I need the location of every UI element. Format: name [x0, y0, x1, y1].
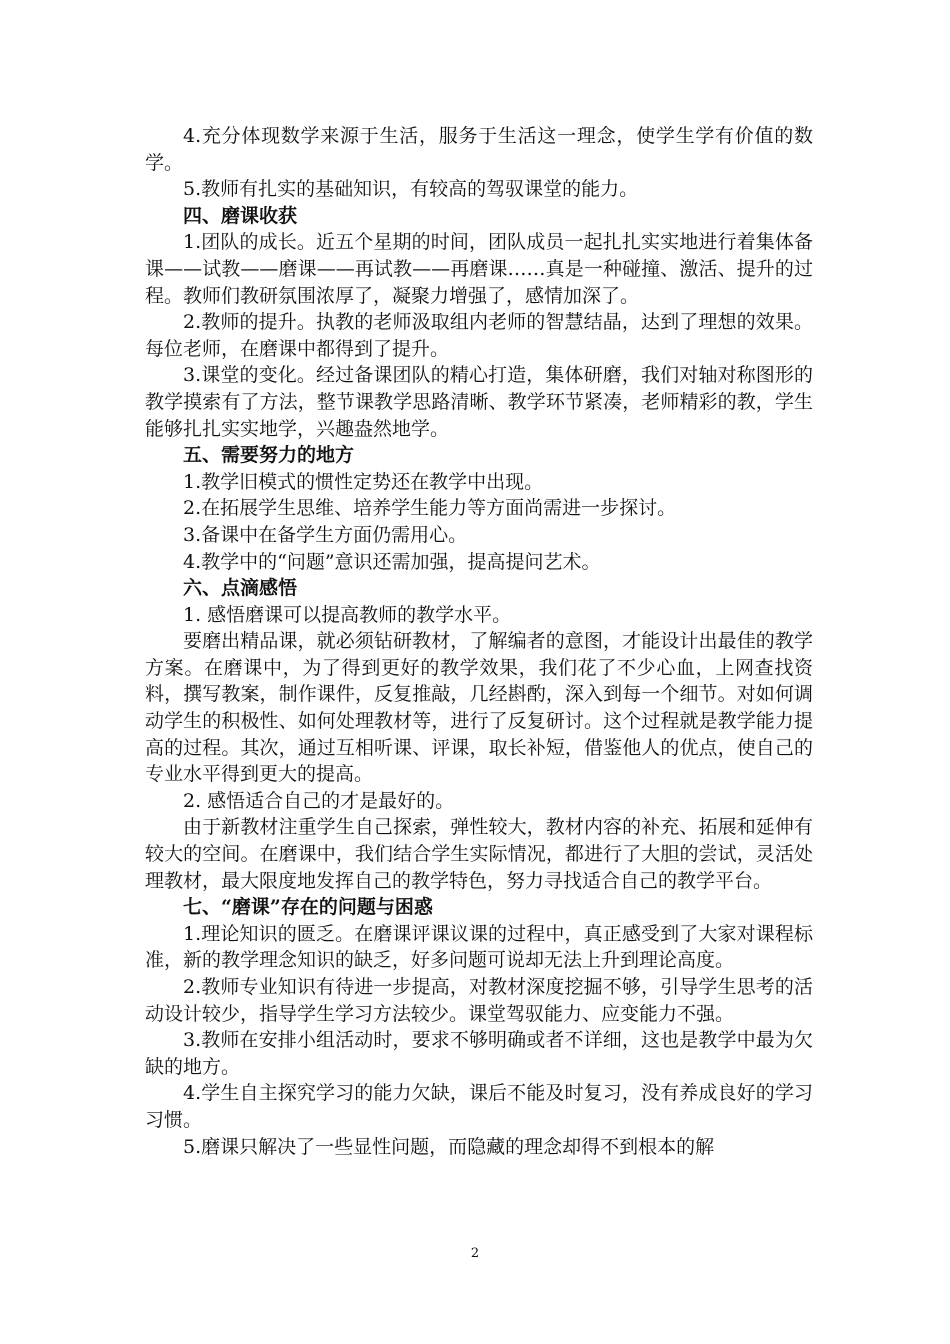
page-number: 2: [470, 1246, 480, 1261]
paragraph: 3.课堂的变化。经过备课团队的精心打造，集体研磨，我们对轴对称图形的教学摸索有了方法，整节课教学思路清晰、教学环节紧凑，老师精彩的教，学生能够扎扎实实地学，兴趣盎然地学。: [145, 364, 813, 440]
document-body: [145, 123, 813, 1160]
paragraph: 1.理论知识的匮乏。在磨课评课议课的过程中，真正感受到了大家对课程标准，新的教学理念知识的缺乏，好多问题可说却无法上升到理论高度。: [145, 922, 813, 972]
paragraph: 2.教师的提升。执教的老师汲取组内老师的智慧结晶，达到了理想的效果。每位老师，在磨课中都得到了提升。: [145, 311, 813, 360]
paragraph: 5.教师有扎实的基础知识，有较高的驾驭课堂的能力。: [183, 178, 639, 201]
paragraph: 2.在拓展学生思维、培养学生能力等方面尚需进一步探讨。: [183, 497, 677, 520]
paragraph: 5.磨课只解决了一些显性问题，而隐藏的理念却得不到根本的解: [183, 1135, 715, 1158]
paragraph: 3.教师在安排小组活动时，要求不够明确或者不详细，这也是教学中最为欠缺的地方。: [145, 1029, 813, 1078]
paragraph: 2.教师专业知识有待进一步提高，对教材深度挖掘不够，引导学生思考的活动设计较少，指导学生学习方法较少。课堂驾驭能力、应变能力不强。: [145, 976, 813, 1025]
section-heading: 五、需要努力的地方: [183, 444, 355, 467]
section-heading: 六、点滴感悟: [183, 577, 298, 600]
paragraph: 由于新教材注重学生自己探索，弹性较大，教材内容的补充、拓展和延伸有较大的空间。在磨课中，我们结合学生实际情况，都进行了大胆的尝试，灵活处理教材，最大限度地发挥自己的教学特色，努力寻找适合自己的教学平台。: [145, 816, 813, 892]
paragraph: 1.教学旧模式的惯性定势还在教学中出现。: [183, 470, 544, 493]
paragraph: 4.教学中的“问题”意识还需加强，提高提问艺术。: [183, 550, 601, 573]
paragraph: 要磨出精品课，就必须钻研教材，了解编者的意图，才能设计出最佳的教学方案。在磨课中，为了得到更好的教学效果，我们花了不少心血，上网查找资料，撰写教案，制作课件，反复推敲，几经斟酌，深入到每一个细节。对如何调动学生的积极性、如何处理教材等，进行了反复研讨。这个过程就是教学能力提高的过程。其次，通过互相听课、评课，取长补短，借鉴他人的优点，使自己的专业水平得到更大的提高。: [145, 630, 813, 786]
paragraph: 1.团队的成长。近五个星期的时间，团队成员一起扎扎实实地进行着集体备课——试教——磨课——再试教——再磨课……真是一种碰撞、激活、提升的过程。教师们教研氛围浓厚了，凝聚力增强了，感情加深了。: [145, 231, 813, 307]
section-heading: 四、磨课收获: [183, 204, 298, 227]
paragraph: 2. 感悟适合自己的才是最好的。: [183, 789, 455, 812]
paragraph: 3.备课中在备学生方面仍需用心。: [183, 523, 468, 546]
section-heading: 七、“磨课”存在的问题与困惑: [183, 896, 433, 919]
paragraph: 4.学生自主探究学习的能力欠缺，课后不能及时复习，没有养成良好的学习习惯。: [145, 1082, 813, 1131]
paragraph: 4.充分体现数学来源于生活，服务于生活这一理念，使学生学有价值的数学。: [145, 125, 813, 174]
paragraph: 1. 感悟磨课可以提高教师的教学水平。: [183, 603, 512, 626]
